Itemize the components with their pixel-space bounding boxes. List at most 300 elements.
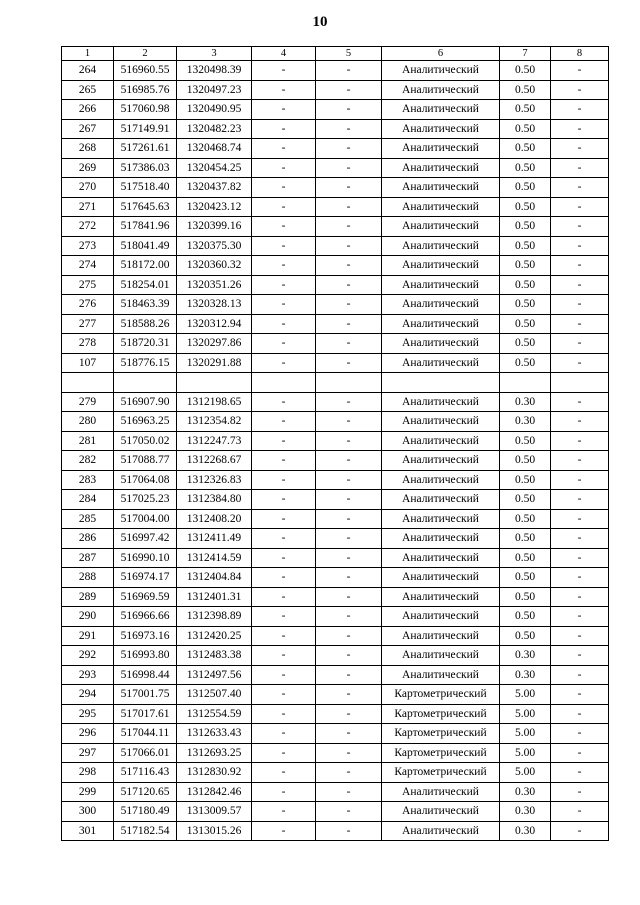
table-cell: - [551,334,609,354]
table-cell: 1312842.46 [177,782,252,802]
table-cell: 1312198.65 [177,392,252,412]
table-cell: 1320351.26 [177,275,252,295]
table-cell: - [551,139,609,159]
table-cell: - [316,646,382,666]
table-cell: - [316,529,382,549]
table-cell: 0.50 [500,119,551,139]
table-header-row [62,47,609,61]
table-cell: - [252,821,316,841]
table-row [62,217,609,237]
table-cell: - [252,431,316,451]
table-cell: 0.50 [500,314,551,334]
table-cell: - [316,802,382,822]
column-header-1: 1 [62,47,114,61]
table-cell: 517386.03 [114,158,177,178]
table-cell: - [551,685,609,705]
table-cell: 517004.00 [114,509,177,529]
table-row [62,490,609,510]
table-cell: - [252,607,316,627]
table-cell: - [551,178,609,198]
table-cell: 517120.65 [114,782,177,802]
table-cell: 1320497.23 [177,80,252,100]
table-cell: - [252,217,316,237]
table-cell: 517645.63 [114,197,177,217]
table-cell: 1312384.80 [177,490,252,510]
table-cell: 1320360.32 [177,256,252,276]
table-cell: 518720.31 [114,334,177,354]
table-row [62,743,609,763]
table-cell: Аналитический [382,392,500,412]
table-cell: 0.50 [500,470,551,490]
table-cell: 0.30 [500,802,551,822]
table-cell: Картометрический [382,724,500,744]
table-cell: - [551,236,609,256]
table-cell: - [252,568,316,588]
table-cell [551,373,609,393]
table-cell: 1320437.82 [177,178,252,198]
table-cell: 1312420.25 [177,626,252,646]
table-cell: 5.00 [500,743,551,763]
table-cell: 1312483.38 [177,646,252,666]
table-cell: - [551,100,609,120]
column-header-5: 5 [316,47,382,61]
table-cell: - [252,490,316,510]
table-cell: - [252,646,316,666]
table-cell: Аналитический [382,197,500,217]
table-cell: 279 [62,392,114,412]
table-cell: 1320291.88 [177,353,252,373]
table-cell: 0.50 [500,490,551,510]
table-cell: 516993.80 [114,646,177,666]
table-cell: - [316,80,382,100]
table-cell: - [252,587,316,607]
table-cell: Аналитический [382,158,500,178]
table-cell: 288 [62,568,114,588]
column-header-2: 2 [114,47,177,61]
table-cell: - [551,607,609,627]
table-cell: - [551,61,609,81]
table-cell: - [551,256,609,276]
table-cell: Аналитический [382,314,500,334]
table-cell: - [551,451,609,471]
table-cell: 301 [62,821,114,841]
table-cell: Аналитический [382,236,500,256]
table-cell: - [316,100,382,120]
table-cell: 1312268.67 [177,451,252,471]
table-cell: 296 [62,724,114,744]
table-row [62,275,609,295]
table-row [62,626,609,646]
table-row [62,139,609,159]
table-cell: - [252,80,316,100]
table-cell: - [316,256,382,276]
table-cell: 270 [62,178,114,198]
table-cell: 517841.96 [114,217,177,237]
table-cell: 517088.77 [114,451,177,471]
table-cell: - [252,548,316,568]
table-cell: 286 [62,529,114,549]
table-cell: 517261.61 [114,139,177,159]
table-cell: - [252,782,316,802]
table-row [62,509,609,529]
table-cell: - [551,158,609,178]
table-cell: 0.50 [500,626,551,646]
column-header-3: 3 [177,47,252,61]
table-cell: - [316,821,382,841]
table-cell: 5.00 [500,704,551,724]
table-cell: 1312693.25 [177,743,252,763]
table-cell: - [252,314,316,334]
table-cell: 1312326.83 [177,470,252,490]
table-cell [316,373,382,393]
table-cell: - [252,353,316,373]
table-row [62,470,609,490]
table-cell: 284 [62,490,114,510]
table-cell: 0.50 [500,607,551,627]
table-cell: 516985.76 [114,80,177,100]
table-cell: 275 [62,275,114,295]
table-cell: 1320375.30 [177,236,252,256]
table-cell: Аналитический [382,470,500,490]
table-cell: - [551,295,609,315]
table-cell: - [252,334,316,354]
table-row [62,314,609,334]
table-row [62,782,609,802]
table-cell: 517064.08 [114,470,177,490]
table-cell: - [252,178,316,198]
table-cell: - [252,763,316,783]
table-row [62,665,609,685]
table-cell: - [316,334,382,354]
table-cell: 283 [62,470,114,490]
table-cell: - [551,568,609,588]
table-cell: Аналитический [382,412,500,432]
table-cell: 1320328.13 [177,295,252,315]
table-cell: 280 [62,412,114,432]
table-cell: Аналитический [382,334,500,354]
table-cell: - [252,704,316,724]
table-cell: Аналитический [382,217,500,237]
table-cell: 1312408.20 [177,509,252,529]
table-cell: 1320498.39 [177,61,252,81]
table-cell: - [252,100,316,120]
table-cell: 0.50 [500,587,551,607]
table-cell: - [316,743,382,763]
table-cell: - [316,665,382,685]
table-cell: Аналитический [382,802,500,822]
table-cell: - [316,490,382,510]
table-cell: 1320454.25 [177,158,252,178]
table-cell: 1313009.57 [177,802,252,822]
table-cell: 1312554.59 [177,704,252,724]
table-cell: - [551,275,609,295]
table-cell: - [551,665,609,685]
table-cell: Аналитический [382,100,500,120]
table-row [62,548,609,568]
table-cell: 0.50 [500,139,551,159]
table-cell: 516969.59 [114,587,177,607]
table-cell: 107 [62,353,114,373]
table-cell [382,373,500,393]
table-cell: Аналитический [382,782,500,802]
table-row [62,353,609,373]
table-cell: Аналитический [382,587,500,607]
table-row [62,295,609,315]
table-cell: 294 [62,685,114,705]
column-header-4: 4 [252,47,316,61]
table-cell: 290 [62,607,114,627]
table-cell: 1312497.56 [177,665,252,685]
table-cell: 287 [62,548,114,568]
table-cell: - [551,802,609,822]
table-cell: - [316,119,382,139]
table-cell: 0.30 [500,412,551,432]
table-cell: - [551,197,609,217]
table-cell: 1312404.84 [177,568,252,588]
table-cell: 516990.10 [114,548,177,568]
table-cell: Картометрический [382,685,500,705]
table-cell: - [252,295,316,315]
table-cell: - [551,314,609,334]
table-cell: 0.50 [500,451,551,471]
table-cell: 518776.15 [114,353,177,373]
table-cell: 0.50 [500,353,551,373]
table-cell: 517182.54 [114,821,177,841]
table-cell: - [551,470,609,490]
table-cell: 0.50 [500,256,551,276]
table-cell: 1313015.26 [177,821,252,841]
table-cell: 276 [62,295,114,315]
table-cell: 1320399.16 [177,217,252,237]
table-cell: Картометрический [382,763,500,783]
table-cell: 0.50 [500,80,551,100]
table-cell: 0.50 [500,295,551,315]
table-cell: 1320312.94 [177,314,252,334]
table-row [62,236,609,256]
table-row [62,158,609,178]
table-cell: Аналитический [382,568,500,588]
table-cell: - [551,431,609,451]
table-cell: Аналитический [382,275,500,295]
table-cell: - [316,587,382,607]
table-cell: - [551,704,609,724]
table-cell: Аналитический [382,61,500,81]
table-cell: Картометрический [382,704,500,724]
table-row [62,646,609,666]
table-cell: - [316,392,382,412]
table-cell: 1312507.40 [177,685,252,705]
table-cell [62,373,114,393]
table-cell: 293 [62,665,114,685]
table-cell: - [252,158,316,178]
table-cell: 0.30 [500,665,551,685]
table-cell: - [252,665,316,685]
table-cell: Аналитический [382,607,500,627]
table-cell: 516973.16 [114,626,177,646]
table-cell: - [252,197,316,217]
table-cell: - [316,353,382,373]
table-cell: Картометрический [382,743,500,763]
table-cell: 1312247.73 [177,431,252,451]
table-cell: - [252,529,316,549]
table-cell: 291 [62,626,114,646]
table-cell: 282 [62,451,114,471]
table-cell: 517001.75 [114,685,177,705]
table-cell: - [551,509,609,529]
table-cell: Аналитический [382,529,500,549]
table-cell: - [316,704,382,724]
table-cell: - [316,275,382,295]
table-cell: 516997.42 [114,529,177,549]
table-cell: - [316,431,382,451]
table-cell: 517116.43 [114,763,177,783]
table-cell: - [252,139,316,159]
table-cell: Аналитический [382,509,500,529]
table-cell: - [316,509,382,529]
table-cell: - [252,61,316,81]
table-cell: 265 [62,80,114,100]
table-cell: 518041.49 [114,236,177,256]
table-cell: - [551,392,609,412]
table-cell: 268 [62,139,114,159]
table-cell: - [316,178,382,198]
table-row [62,607,609,627]
table-cell: - [316,314,382,334]
table-cell: 1312398.89 [177,607,252,627]
table-row [62,100,609,120]
table-cell: 285 [62,509,114,529]
table-cell: - [252,412,316,432]
table-cell: Аналитический [382,139,500,159]
table-cell: - [252,451,316,471]
table-cell: - [551,548,609,568]
table-cell: 278 [62,334,114,354]
table-cell: - [551,412,609,432]
table-row [62,431,609,451]
table-cell: 0.30 [500,821,551,841]
table-cell: 267 [62,119,114,139]
table-cell: 516963.25 [114,412,177,432]
table-cell: 0.50 [500,509,551,529]
table-cell: 1312414.59 [177,548,252,568]
table-row [62,80,609,100]
table-cell: Аналитический [382,353,500,373]
table-cell: - [252,470,316,490]
table-cell: - [316,139,382,159]
table-cell: 0.50 [500,548,551,568]
table-cell: Аналитический [382,626,500,646]
page-number: 10 [312,14,328,30]
table-cell: 516907.90 [114,392,177,412]
table-row [62,704,609,724]
table-cell: - [316,470,382,490]
table-cell: - [252,802,316,822]
table-cell: 1312401.31 [177,587,252,607]
table-cell: - [252,236,316,256]
table-cell: 516998.44 [114,665,177,685]
table-cell: Аналитический [382,119,500,139]
coordinates-table [61,46,609,841]
table-cell: 516966.66 [114,607,177,627]
table-cell: 266 [62,100,114,120]
table-cell: 0.50 [500,529,551,549]
table-cell: Аналитический [382,256,500,276]
table-cell: - [551,724,609,744]
table-cell: - [316,61,382,81]
table-cell: - [316,782,382,802]
table-separator-row [62,373,609,393]
table-cell: - [551,353,609,373]
table-cell: - [252,685,316,705]
table-cell: 517066.01 [114,743,177,763]
table-cell [500,373,551,393]
table-cell: - [316,568,382,588]
table-cell: 516974.17 [114,568,177,588]
table-cell: - [252,743,316,763]
table-cell: - [316,607,382,627]
table-cell: - [551,490,609,510]
column-header-7: 7 [500,47,551,61]
table-cell: 0.50 [500,158,551,178]
table-cell: 0.50 [500,236,551,256]
table-cell: - [551,529,609,549]
table-cell: 5.00 [500,763,551,783]
table-cell: - [551,119,609,139]
table-row [62,587,609,607]
table-cell: - [316,158,382,178]
table-cell: 281 [62,431,114,451]
table-cell: 289 [62,587,114,607]
table-cell: Аналитический [382,80,500,100]
table-cell: - [551,782,609,802]
table-cell: 1320423.12 [177,197,252,217]
table-cell: - [316,724,382,744]
table-cell: 5.00 [500,724,551,744]
table-cell: - [252,509,316,529]
table-cell: - [316,197,382,217]
table-cell: - [316,412,382,432]
table-cell: - [551,626,609,646]
table-cell: 271 [62,197,114,217]
table-cell: - [316,451,382,471]
table-cell: - [316,626,382,646]
table-cell: - [551,217,609,237]
table-cell: 518172.00 [114,256,177,276]
table-row [62,802,609,822]
table-cell: 1312633.43 [177,724,252,744]
table-cell: - [316,217,382,237]
table-cell: - [551,763,609,783]
table-row [62,392,609,412]
table-cell: 0.50 [500,100,551,120]
table-cell: 0.30 [500,646,551,666]
table-cell: 264 [62,61,114,81]
table-cell: - [316,236,382,256]
table-cell: 517180.49 [114,802,177,822]
table-cell: - [252,724,316,744]
table-row [62,821,609,841]
table-cell: 0.50 [500,568,551,588]
table-cell [252,373,316,393]
table-cell: 1312354.82 [177,412,252,432]
table-row [62,412,609,432]
table-cell: - [551,743,609,763]
table-cell: 274 [62,256,114,276]
table-cell: - [551,646,609,666]
table-cell: 0.50 [500,178,551,198]
table-cell: Аналитический [382,451,500,471]
table-cell: - [551,80,609,100]
